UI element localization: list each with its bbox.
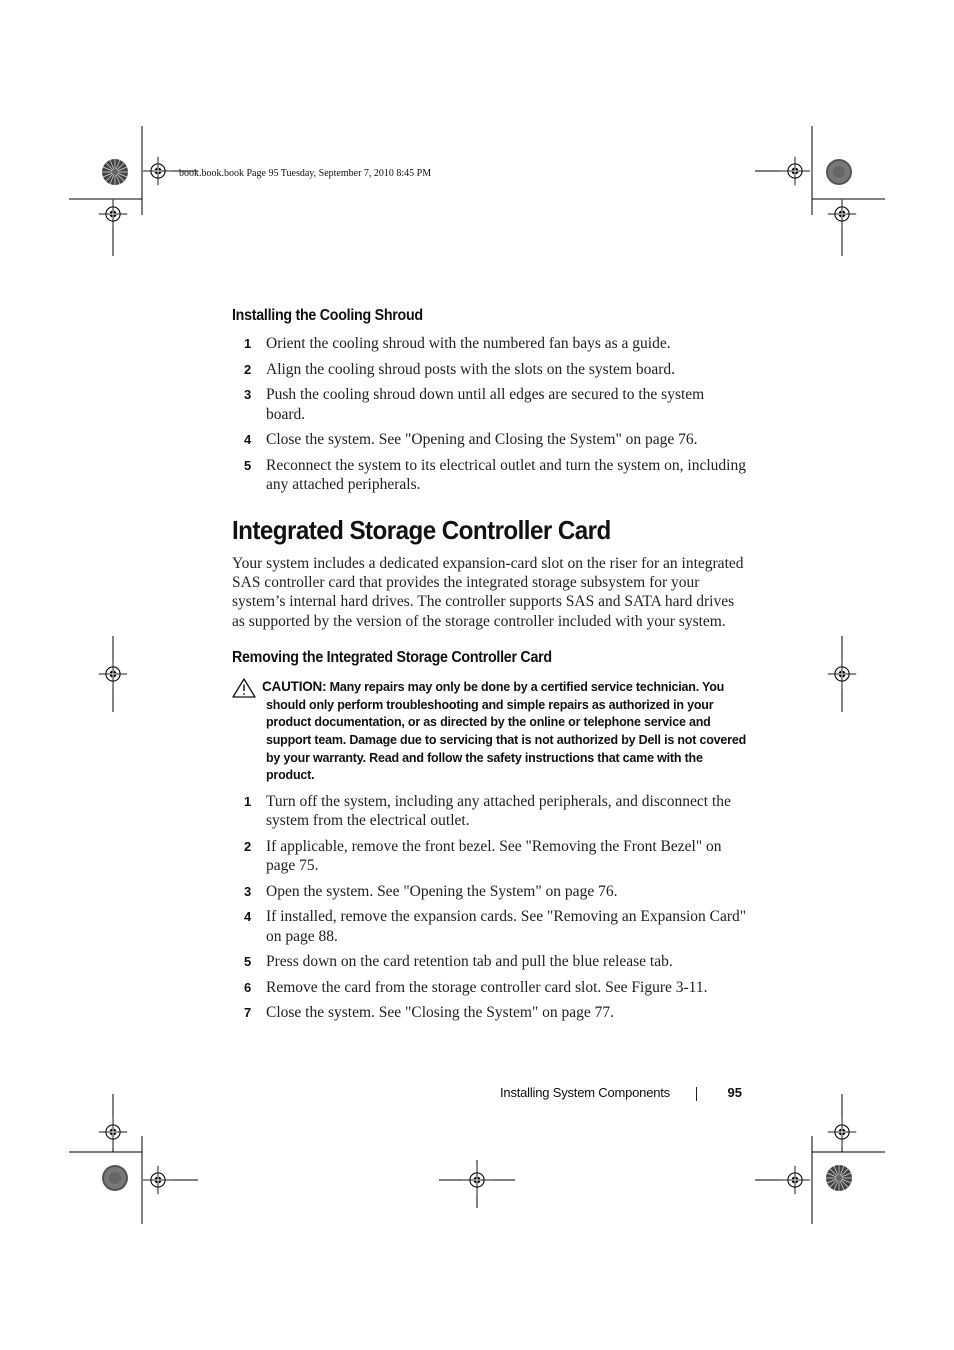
section-heading-removing: Removing the Integrated Storage Controller Card: [232, 649, 552, 667]
list-item: [232, 1003, 747, 1023]
step-number: 2: [244, 838, 252, 854]
step-text: If installed, remove the expansion cards. See "Removing an Expansion Card" on page 88.: [266, 908, 747, 945]
remove-steps: [232, 792, 747, 1023]
registration-mark-icon: [828, 1118, 856, 1146]
registration-mark-icon: [781, 157, 809, 185]
caution-label: CAUTION:: [262, 679, 327, 695]
page-title: Integrated Storage Controller Card: [232, 514, 611, 545]
page-number: 95: [727, 1085, 742, 1100]
intro-paragraph: Your system includes a dedicated expansion-card slot on the riser for an integrated SAS controller card that provides the integrated storage subsystem for your system’s internal hard drives. The controller supports SAS and SATA hard drives as supported by the version of the storage controller included with your system.: [232, 554, 744, 630]
step-text: Remove the card from the storage controller card slot. See Figure 3-11.: [266, 978, 708, 996]
list-item: [232, 430, 747, 450]
page-footer: [500, 1083, 742, 1103]
step-number: 4: [244, 432, 252, 447]
step-number: 6: [244, 979, 252, 995]
registration-mark-icon: [828, 200, 856, 228]
registration-mark-icon: [144, 157, 172, 185]
page-content: [232, 306, 747, 1023]
step-number: 1: [244, 336, 252, 351]
print-info: book.book.book Page 95 Tuesday, September 7, 2010 8:45 PM: [179, 168, 432, 179]
section-heading-installing: Installing the Cooling Shroud: [232, 307, 423, 324]
step-number: 3: [244, 387, 252, 402]
step-text: Open the system. See "Opening the System" on page 76.: [266, 882, 618, 900]
step-text: Close the system. See "Closing the System" on page 77.: [266, 1004, 615, 1022]
step-text: Reconnect the system to its electrical outlet and turn the system on, including any attached peripherals.: [266, 456, 746, 493]
registration-mark-icon: [99, 1118, 127, 1146]
caution-triangle-icon: [232, 678, 256, 698]
step-text: Align the cooling shroud posts with the slots on the system board.: [266, 360, 676, 378]
step-number: 5: [244, 954, 252, 970]
list-item: [232, 360, 747, 380]
registration-mark-icon: [463, 1166, 491, 1194]
registration-mark-icon: [99, 660, 127, 688]
list-item: [232, 334, 747, 354]
list-item: [232, 456, 747, 495]
step-text: Turn off the system, including any attached peripherals, and disconnect the system from the electrical outlet.: [266, 792, 731, 830]
list-item: [232, 792, 747, 831]
step-text: If applicable, remove the front bezel. See "Removing the Front Bezel" on page 75.: [266, 837, 722, 875]
step-number: 1: [244, 793, 252, 809]
list-item: [232, 837, 747, 876]
registration-mark-icon: [144, 1166, 172, 1194]
list-item: [232, 385, 747, 424]
list-item: [232, 978, 747, 998]
caution-text: Many repairs may only be done by a certified service technician. You should only perform troubleshooting and simple repairs as authorized in your product documentation, or as directed by the online or telephone service and support team. Damage due to servicing that is not authorized by Dell is not covered by your warranty. Read and follow the safety instructions that came with the product.: [266, 680, 747, 783]
step-number: 5: [244, 457, 252, 473]
gray-target-icon: [826, 159, 852, 185]
step-text: Push the cooling shroud down until all edges are secured to the system board.: [266, 386, 705, 423]
step-text: Close the system. See "Opening and Closing the System" on page 76.: [266, 431, 698, 448]
registration-mark-icon: [781, 1166, 809, 1194]
footer-section-title: Installing System Components: [500, 1085, 670, 1100]
step-number: 2: [244, 361, 252, 377]
list-item: [232, 882, 747, 902]
registration-mark-icon: [99, 200, 127, 228]
caution-notice: [232, 678, 747, 785]
step-text: Orient the cooling shroud with the numbered fan bays as a guide.: [266, 335, 671, 352]
gray-target-icon: [102, 1165, 128, 1191]
star-target-icon: [102, 159, 128, 185]
step-text: Press down on the card retention tab and pull the blue release tab.: [266, 953, 673, 971]
footer-divider: [696, 1087, 697, 1101]
step-number: 4: [244, 909, 252, 925]
list-item: [232, 952, 747, 972]
step-number: 3: [244, 883, 252, 899]
install-steps: [232, 334, 747, 495]
step-number: 7: [244, 1005, 252, 1021]
list-item: [232, 907, 747, 946]
star-target-icon: [826, 1165, 852, 1191]
registration-mark-icon: [828, 660, 856, 688]
